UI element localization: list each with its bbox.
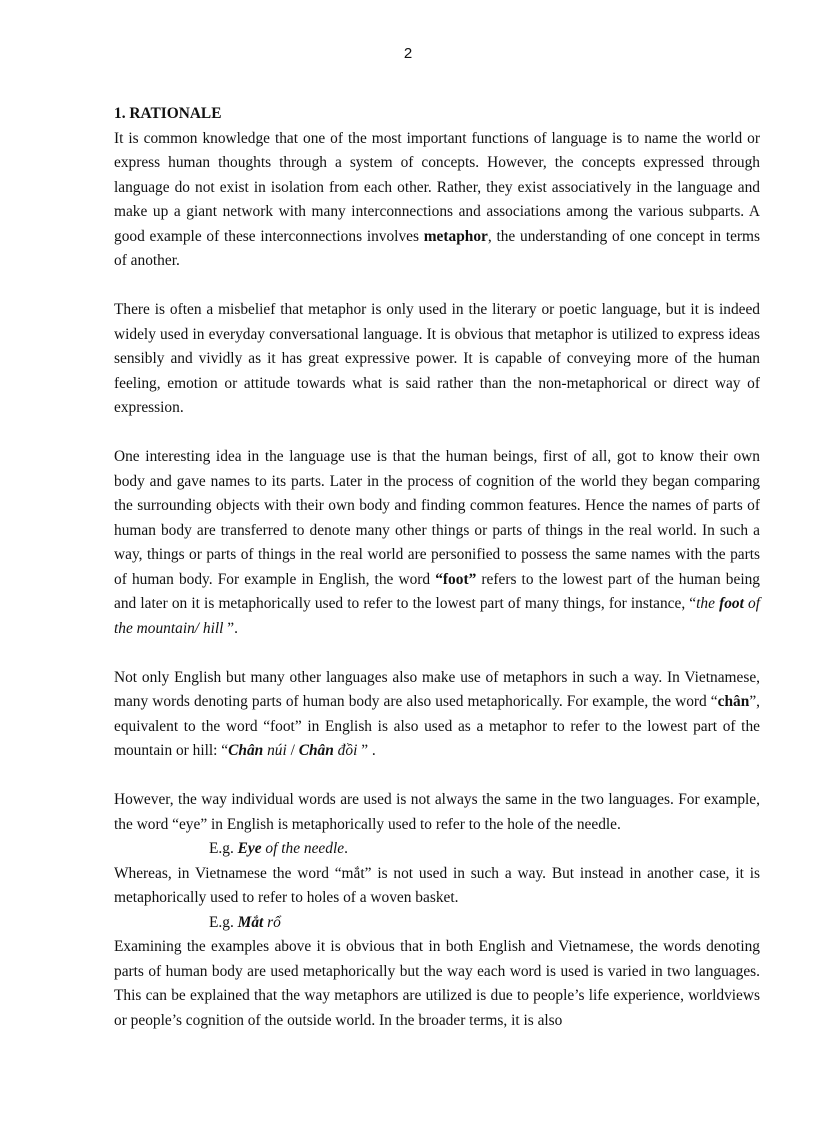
word-chan: chân xyxy=(717,693,750,710)
example-eye-of-needle: E.g. Eye of the needle. xyxy=(209,840,348,857)
page-number: 2 xyxy=(403,45,413,62)
paragraph-3: One interesting idea in the language use is that the human beings, first of all, got to know their own body and gave names to its parts. Later in the process of cognition of the world they began comparing the surrounding objects with their own body and finding common features. Hence the names of parts of human body are transferred to denote many other things or parts of things in the real world. In such a way, things or parts of things in the real world are personified to possess the same names with the parts of human body. For example in English, the word “foot” refers to the lowest part of the human being and later on it is metaphorically used to refer to the lowest part of many things, for instance, “the foot of the mountain/ hill ”. xyxy=(114,448,760,637)
section-heading: 1. RATIONALE xyxy=(114,105,222,122)
term-metaphor: metaphor xyxy=(423,227,488,245)
word-foot: “foot” xyxy=(435,570,477,588)
paragraph-7: Examining the examples above it is obvious that in both English and Vietnamese, the words denoting parts of human body are used metaphorically but the way each word is used is varied in two languages. This can be explained that the way metaphors are utilized is due to people’s life experience, worldviews or people’s cognition of the outside world. In the broader terms, it is also xyxy=(114,938,760,1029)
paragraph-2: There is often a misbelief that metaphor is only used in the literary or poetic language, but it is indeed widely used in everyday conversational language. It is obvious that metaphor is utilized to express ideas sensibly and vividly as it has great expressive power. It is capable of conveying more of the human feeling, emotion or attitude towards what is said rather than the non-metaphorical or direct way of expression. xyxy=(114,301,760,416)
paragraph-4: Not only English but many other languages also make use of metaphors in such a way. In Vietnamese, many words denoting parts of human body are also used metaphorically. For example, the word “chân”, equivalent to the word “foot” in English is also used as a metaphor to refer to the lowest part of the mountain or hill: “Chân núi / Chân đồi ” . xyxy=(114,668,760,759)
paragraph-6: Whereas, in Vietnamese the word “mắt” is not used in such a way. But instead in another case, it is metaphorically used to refer to holes of a woven basket. xyxy=(114,864,760,906)
paragraph-1: It is common knowledge that one of the most important functions of language is to name the world or express human thoughts through a system of concepts. However, the concepts expressed through language do not exist in isolation from each other. Rather, they exist associatively in the language and make up a giant network with many interconnections and associations among the various subparts. A good example of these interconnections involves metaphor, the understanding of one concept in terms of another. xyxy=(114,129,761,269)
example-mat-ro: E.g. Mắt rổ xyxy=(209,913,281,931)
paragraph-5: However, the way individual words are used is not always the same in the two languages. For example, the word “eye” in English is metaphorically used to refer to the hole of the needle. xyxy=(114,791,760,833)
page-body xyxy=(114,102,760,1033)
